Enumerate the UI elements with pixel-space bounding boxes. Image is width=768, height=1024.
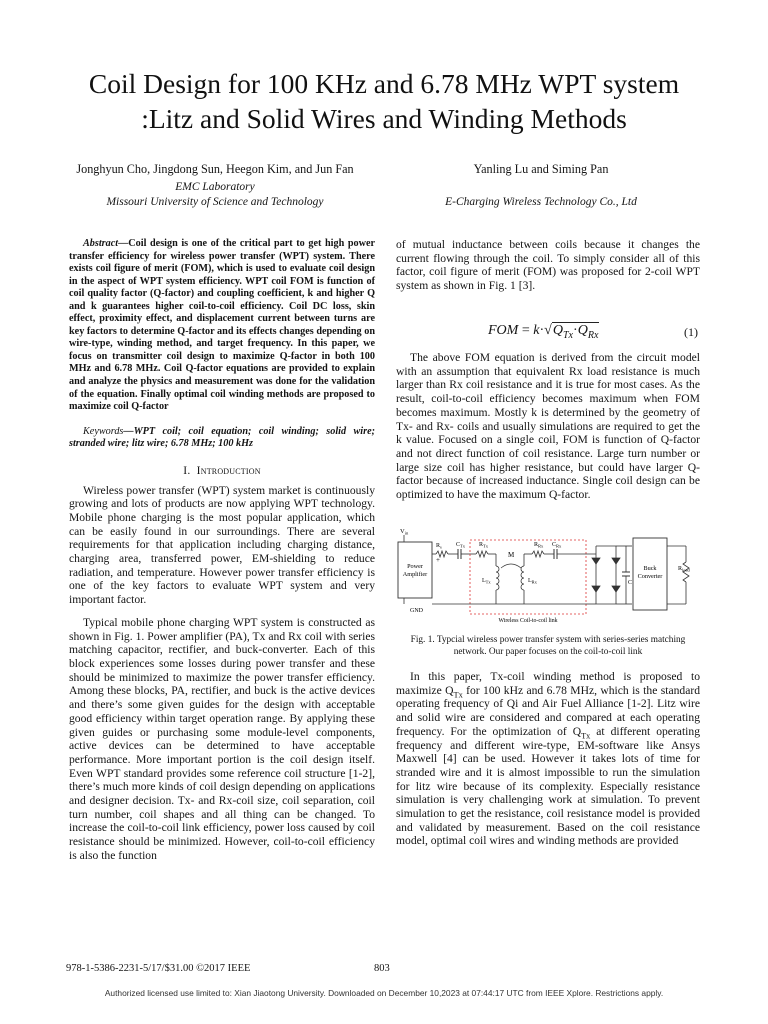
affiliation-right-company: E-Charging Wireless Technology Co., Ltd [445,196,637,208]
intro-paragraph-1: Wireless power transfer (WPT) system market is continuously growing and lots of products are now applying WPT technology. Mobile phone charging is the most popular application, which can be easily found in our surroundings. There are several requirements for that application including charging distance, charging area, transferred power, EM-shielding to reduce radiation, and temperature. However power transfer efficiency is one of the key factors to evaluate WPT system and very important factor. [69,483,375,607]
authors-left: Jonghyun Cho, Jingdong Sun, Heegon Kim, and Jun Fan [76,162,354,176]
keywords: Keywords—WPT coil; coil equation; coil winding; solid wire; stranded wire; litz wire; 6.78 MHz; 100 kHz [69,425,375,450]
rtx-label: $R_{Tx}$ [479,542,489,549]
ctx-label: $C_{Tx}$ [456,542,466,549]
abstract-label: Abstract [83,238,119,249]
abstract: Abstract—Coil design is one of the critical part to get high power transfer efficiency for wireless power transfer (WPT) system. There exists coil figure of merit (FOM), which is used to evaluate coil design in the aspect of WPT system efficiency. WPT coil FOM is function of coil quality factor (Q-factor) and coupling coefficient, k and higher Q and k guarantees higher coil-to-coil efficiency. Coil DC loss, skin effect, proximity effect, and displacement current between turns are key factors to determine Q-factor and its effects changes depending on wire-type, winding method, and target frequency. In this paper, we focus on transmitter coil design to maximize Q-factor in both 100 MHz and 6.78 MHz. Coil Q-factor equations are provided to explain and analyze the physics and measurement was done for the validation of the equation. Finally optimal coil winding methods are proposed to maximize coil Q-factor [69,238,375,413]
left-column [69,238,375,870]
title-line-2: :Litz and Solid Wires and Winding Methods [141,103,627,134]
c-label: C [628,580,633,586]
rtx-resistor [476,551,488,557]
rrx-resistor [532,551,544,557]
section-heading-introduction [69,464,375,478]
ltx-label: $L_{Tx}$ [482,578,491,585]
rrx-label: $R_{Rx}$ [534,542,544,549]
right-paragraph-1: of mutual inductance between coils because it changes the current flowing through the coil. To simply consider all of this factor, coil figure of merit (FOM) was proposed for 2-coil WPT system as shown in Fig. 1 [3]. [396,238,700,293]
section-title: Introduction [196,463,261,477]
author-block-left [50,162,380,210]
right-column-top [396,238,700,300]
eq-q-rx: Q [577,323,588,338]
right-column-bottom [396,670,700,855]
power-amplifier-box [398,542,432,598]
figure-1-caption: Fig. 1. Typcial wireless power transfer system with series-series matching network. Our paper focuses on the coil-to-coil link [410,635,686,657]
abstract-text: Coil design is one of the critical part to get high power transfer efficiency for wireless power transfer (WPT) system. There exists coil figure of merit (FOM), which is used to evaluate coil design in the aspect of WPT system efficiency. WPT coil FOM is function of coil quality factor (Q-factor) and coupling coefficient, k and higher Q and k guarantees higher coil-to-coil efficiency. Coil DC loss, skin effect, proximity effect, and displacement current between turns are key factors to determine Q-factor and its effects changes depending on wire-type, winding method, and target frequency. In this paper, we focus on transmitter coil design to maximize Q-factor in both 100 MHz and 6.78 MHz. Coil Q-factor equations are provided to explain and analyze the physics and measurement was done for the validation of the equation. Finally optimal coil winding methods are proposed to maximize coil Q-factor [69,238,375,413]
lrx-label: $L_{Rx}$ [528,578,537,585]
affiliation-left-university: Missouri University of Science and Technology [106,196,324,208]
footer-copyright: 978-1-5386-2231-5/17/$31.00 ©2017 IEEE [66,963,251,974]
eq-k: k [533,323,540,338]
right-paragraph-3: In this paper, Tx-coil winding method is proposed to maximize $Q_{Tx}$ for 100 kHz and 6.78 MHz, which is the standard operating frequency of Qi and Air Fuel Alliance [1-2]. Litz wire and solid wire are considered and compared at each operating frequency. For the optimization of $Q_{Tx}$ at different operating frequency and different wire-type, EM-software like Ansys Maxwell [4] can be used. However it takes lots of time for stranded wire and it is almost impossible to run the simulation for litz wire because of its complexity. Especially resistance simulation is very challenging work at simulation. To prevent simulation to get the resistance, coil resistance model is provided and validated by measurement. Based on the coil resistance model, optimal coil wires and winding methods are provided [396,670,700,848]
buck-label-1: Buck [643,565,657,572]
author-block-right [400,162,682,210]
gnd-label: GND [410,608,423,614]
right-paragraph-2: The above FOM equation is derived from the circuit model with an assumption that equivalent Rx load resistance is much larger than Rx coil resistance and it is true for most cases. As the result, coil-to-coil efficiency becomes maximum when FOM becomes maximum. Mostly k is determined by the geometry of Tx- and Rx- coils and usually simulations are required to get the k value. Focused on a single coil, FOM is function of Q-factor and not direct function of coil resistance. Large turn number or large size coil has higher resistance, but could have larger Q-factor because of increased inductance. Single coil design can be optimized to have the maximum Q-factor. [396,351,700,502]
crx-label: $C_{Rx}$ [552,542,562,549]
keywords-text: WPT coil; coil equation; coil winding; solid wire; stranded wire; litz wire; 6.78 MHz; 100 kHz [69,425,375,450]
lrx-coil [521,566,524,590]
rs-label: $R_s$ [436,543,442,550]
eq-q-tx: Q [552,323,563,338]
section-number: I. [183,463,191,477]
paper-title [30,66,738,136]
plus-sign: + [436,556,440,564]
authors-right: Yanling Lu and Siming Pan [473,162,609,176]
mutual-label: M [508,551,515,559]
keywords-label: Keywords [83,425,124,437]
pa-label-2: Amplifier [402,571,428,578]
rectifier-bridge [586,546,620,604]
svg-text:Vin: $V_{in}$ [400,528,409,536]
pa-label-1: Power [407,563,423,570]
figure-1-circuit [396,524,700,628]
page-number: 803 [374,963,390,974]
rload-label: $R_{load}$ [678,566,690,573]
link-label: Wireless Coil-to-coil link [498,618,558,624]
affiliation-left-lab: EMC Laboratory [175,181,255,193]
intro-paragraph-2: Typical mobile phone charging WPT system is constructed as shown in Fig. 1. Power amplifier (PA), Tx and Rx coil with series matching capacitor, rectifier, and buck-converter. Each of this block experiences some losses during power transfer and these should be minimized to maximize the power transfer efficiency. Among these blocks, PA, rectifier, and buck is the active devices and there’s some given guides for the design with acceptable good efficiency within target operation range. By applying these given guides or purchasing some module-level components, active devices can be determined to have acceptable performance. More important portion is the coil design itself. Even WPT standard provides some reference coil structure [1-2], there’s much more kinds of coil design depending on applications and designer decision. Tx- and Rx-coil size, coil separation, coil turn number, coil shapes and all thing can be changed. To increase the coil-to-coil link efficiency, power loss caused by coil resistance should be minimized. However, coil-to-coil efficiency is also the function [69,615,375,862]
ieee-license-notice: Authorized licensed use limited to: Xian Jiaotong University. Downloaded on December 10,2023 at 07:44:17 UTC from IEEE Xplore. Restrictions apply. [104,988,664,998]
eq-equals: = [521,323,530,338]
equation-fom: FOM = $k\cdot√Q_{Tx}\cdot Q_{Rx}$ (1) [488,323,698,341]
coil-link-box [470,540,586,614]
title-line-1: Coil Design for 100 KHz and 6.78 MHz WPT system [88,68,680,99]
buck-label-2: Converter [637,573,663,580]
ltx-coil [496,566,499,590]
eq-lhs: FOM [488,323,519,338]
equation-number: (1) [684,325,698,339]
right-column-middle [396,351,700,509]
